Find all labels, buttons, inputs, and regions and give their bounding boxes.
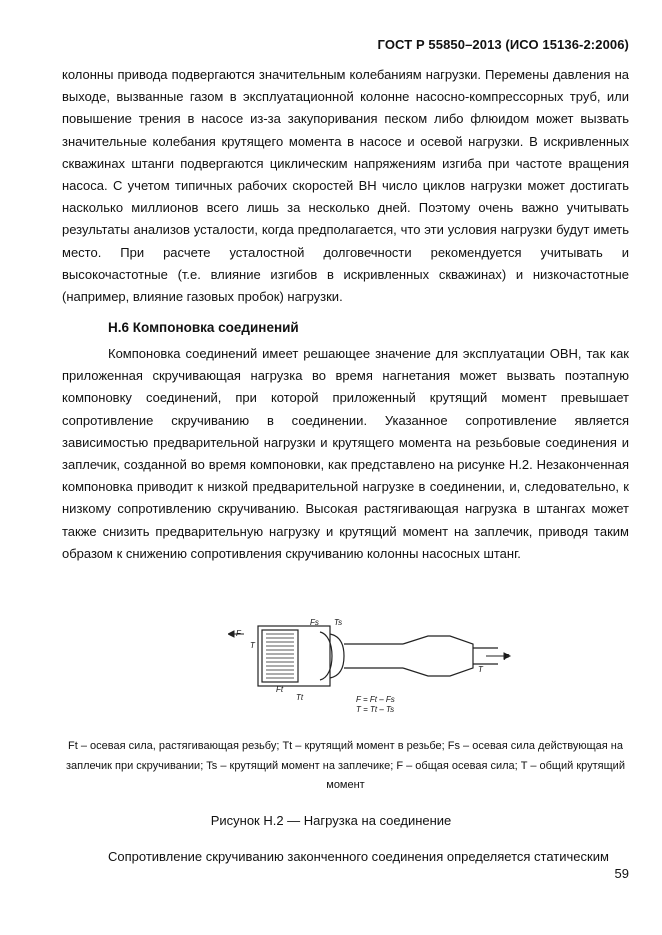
label-T-right: T: [478, 665, 483, 674]
page-number: 59: [614, 866, 629, 881]
equation-force: F = Ft – Fs: [356, 695, 395, 704]
wrench-square: [403, 636, 473, 676]
label-Fs: Fs: [310, 618, 319, 627]
page-header: ГОСТ Р 55850–2013 (ИСО 15136-2:2006): [377, 37, 629, 52]
section-heading: Н.6 Компоновка соединений: [108, 320, 299, 335]
figure-title: Рисунок Н.2 — Нагрузка на соединение: [210, 813, 452, 828]
label-Ft: Ft: [276, 685, 284, 694]
figure-legend: Ft – осевая сила, растягивающая резьбу; Tt – крутящий момент в резьбе; Fs – осевая сила действующая на заплечик при скручивании; Ts – крутящий момент на заплечике; F – общая осевая сила; T – общий крутящий момент: [66, 740, 625, 791]
equation-torque: T = Tt – Ts: [356, 705, 395, 714]
label-T-left: T: [250, 641, 255, 650]
label-F-right: F: [504, 653, 509, 662]
paragraph-3-start: Сопротивление скручиванию законченного соединения определяется статическим: [108, 849, 609, 864]
label-Tt: Tt: [296, 693, 304, 702]
connection-load-figure: [228, 614, 518, 722]
rod-body: [344, 644, 403, 668]
coupling-body: [258, 626, 330, 686]
label-F-left: F: [236, 629, 241, 638]
thread-hatch: [266, 634, 294, 678]
paragraph-1: колонны привода подвергаются значительным колебаниям нагрузки. Перемены давления на выходе, вызванные газом в эксплуатационной колонне насосно-компрессорных труб, или повышение трения в насосе из-за закупоривания песком либо флюидом может вызвать значительные колебания крутящего момента в насосе и осевой нагрузки. В искривленных скважинах штанги подвергаются циклическим напряжениям изгиба при частоте вращения насоса. С учетом типичных рабочих скоростей ВН число циклов нагрузки может достигать насколько миллионов всего лишь за несколько дней. Поэтому очень важно учитывать результаты анализов усталости, когда предполагается, что эти условия нагрузки будут иметь место. При расчете усталостной долговечности рекомендуется учитывать и высокочастотные (т.е. влияние изгибов в искривленных скважинах) и низкочастотные (например, влияние газовых пробок) нагрузки.: [62, 67, 629, 305]
paragraph-2: Компоновка соединений имеет решающее значение для эксплуатации ОВН, так как приложенная скручивающая нагрузка во время нагнетания может вызвать поэтапную компоновку соединений, при которой приложенный крутящий момент превышает сопротивление скручиванию в соединении. Указанное сопротивление является зависимостью предварительной нагрузки и крутящего момента на резьбовые соединения и заплечик, созданной во время компоновки, как представлено на рисунке Н.2. Незаконченная компоновка приводит к низкой предварительной нагрузке в соединении, и, следовательно, к низкому сопротивлению скручиванию. Высокая растягивающая нагрузка в штангах может также снизить предварительную нагрузку и крутящий момент на заплечик, приводя таким образом к снижению сопротивления скручиванию колонны насосных штанг.: [62, 346, 629, 561]
label-Ts: Ts: [334, 618, 343, 627]
